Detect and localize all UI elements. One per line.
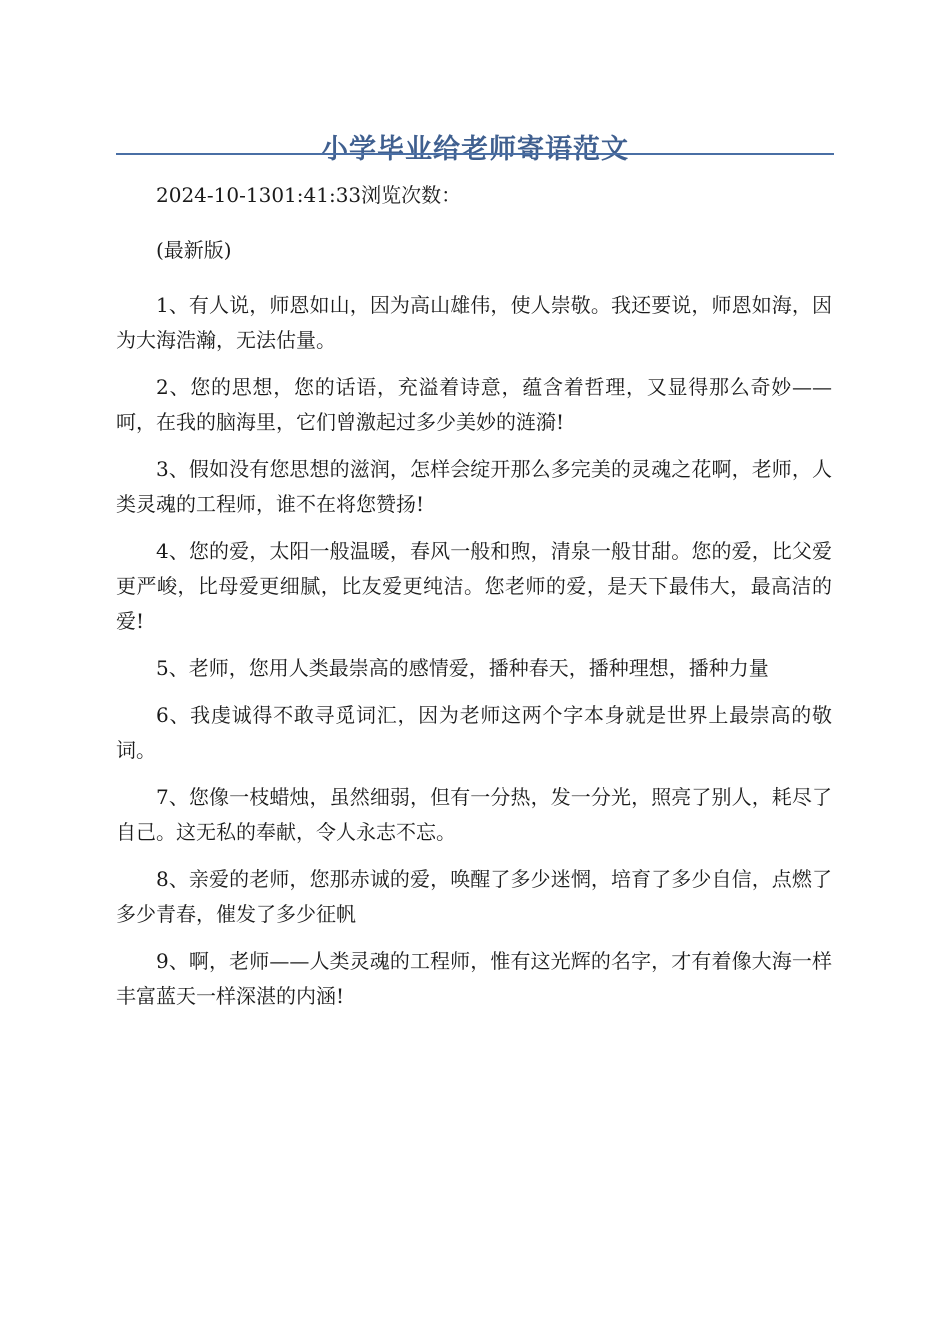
title-underline bbox=[116, 153, 834, 155]
list-item: 1、有人说，师恩如山，因为高山雄伟，使人崇敬。我还要说，师恩如海，因为大海浩瀚，无法估量。 bbox=[116, 293, 832, 352]
list-item: 9、啊，老师——人类灵魂的工程师，惟有这光辉的名字，才有着像大海一样丰富蓝天一样深湛的内涵! bbox=[116, 949, 832, 1008]
list-item: 2、您的思想，您的话语，充溢着诗意，蕴含着哲理，又显得那么奇妙——呵，在我的脑海里，它们曾激起过多少美妙的涟漪! bbox=[116, 375, 832, 434]
page-title: 小学毕业给老师寄语范文 bbox=[321, 134, 629, 166]
list-item: 3、假如没有您思想的滋润，怎样会绽开那么多完美的灵魂之花啊，老师，人类灵魂的工程师，谁不在将您赞扬! bbox=[116, 457, 832, 516]
document-body bbox=[116, 178, 832, 1026]
list-item: 6、我虔诚得不敢寻觅词汇，因为老师这两个字本身就是世界上最崇高的敬词。 bbox=[116, 703, 832, 762]
meta-line: 2024-10-1301:41:33浏览次数： bbox=[156, 183, 462, 207]
list-item: 4、您的爱，太阳一般温暖，春风一般和煦，清泉一般甘甜。您的爱，比父爱更严峻，比母爱更细腻，比友爱更纯洁。您老师的爱，是天下最伟大，最高洁的爱! bbox=[116, 539, 832, 633]
list-item: 5、老师，您用人类最崇高的感情爱，播种春天，播种理想，播种力量 bbox=[156, 656, 769, 680]
list-item: 7、您像一枝蜡烛，虽然细弱，但有一分热，发一分光，照亮了别人，耗尽了自己。这无私的奉献，令人永志不忘。 bbox=[116, 785, 832, 844]
version-label: (最新版) bbox=[156, 238, 232, 262]
list-item: 8、亲爱的老师，您那赤诚的爱，唤醒了多少迷惘，培育了多少自信，点燃了多少青春，催发了多少征帆 bbox=[116, 867, 832, 926]
